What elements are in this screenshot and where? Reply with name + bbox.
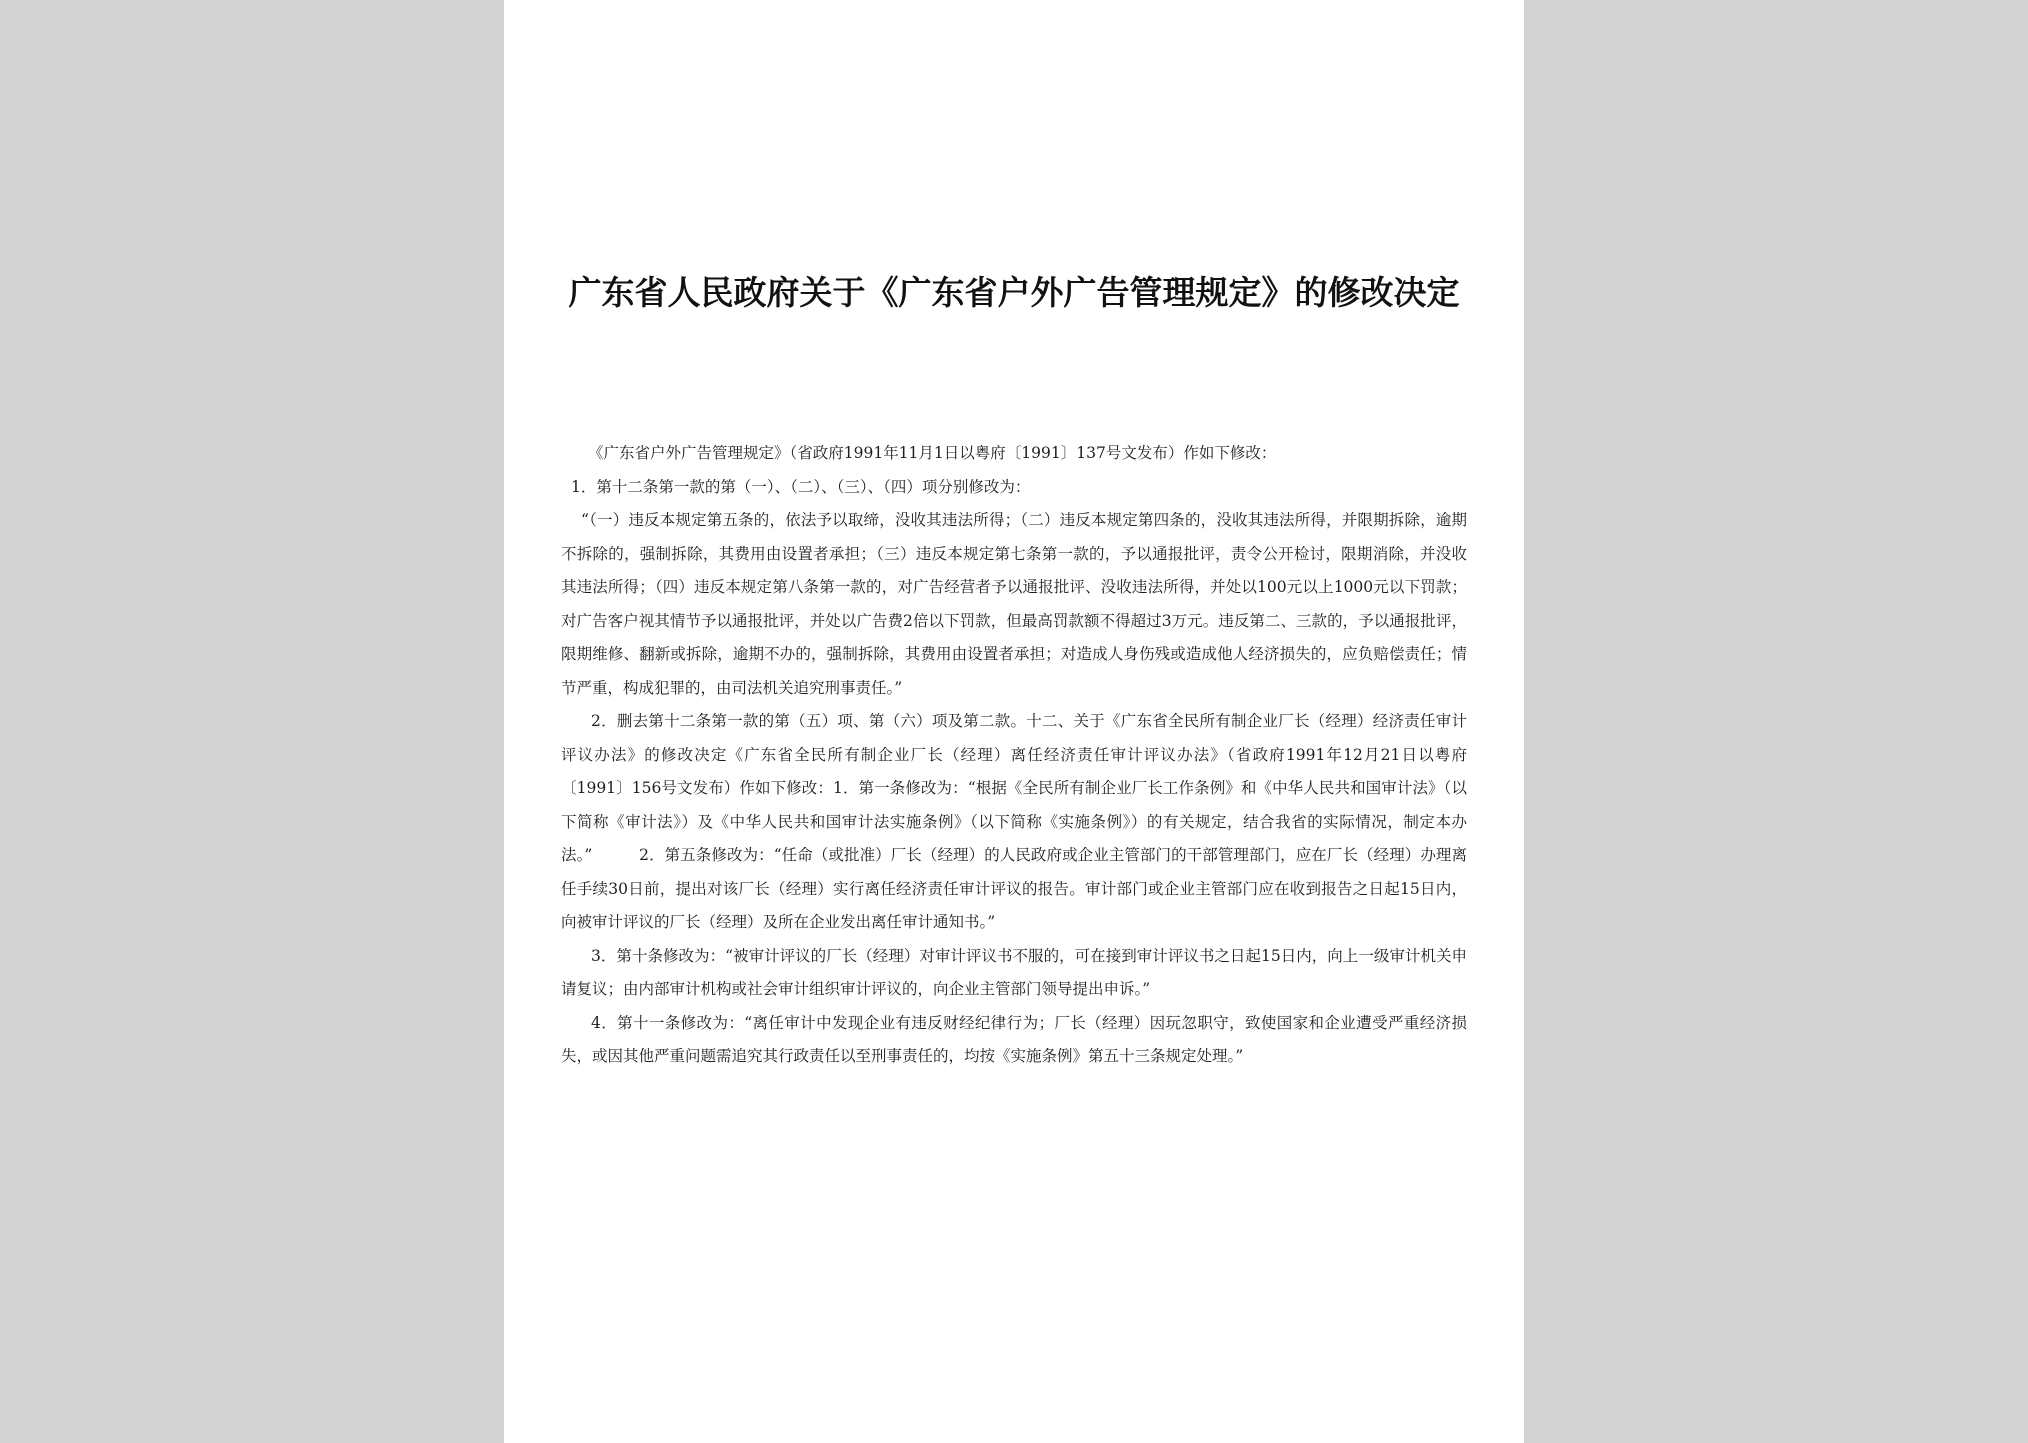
document-page — [504, 0, 1524, 1443]
paragraph-quote: “（一）违反本规定第五条的，依法予以取缔，没收其违法所得；（二）违反本规定第四条的，没收其违法所得，并限期拆除，逾期不拆除的，强制拆除，其费用由设置者承担；（三）违反本规定第七条第一款的，予以通报批评，责令公开检讨，限期消除，并没收其违法所得；（四）违反本规定第八条第一款的，对广告经营者予以通报批评、没收违法所得，并处以100元以上1000元以下罚款；对广告客户视其情节予以通报批评，并处以广告费2倍以下罚款，但最高罚款额不得超过3万元。违反第二、三款的，予以通报批评，限期维修、翻新或拆除，逾期不办的，强制拆除，其费用由设置者承担；对造成人身伤残或造成他人经济损失的，应负赔偿责任；情节严重，构成犯罪的，由司法机关追究刑事责任。” — [561, 511, 1467, 697]
paragraph-intro: 《广东省户外广告管理规定》（省政府1991年11月1日以粤府〔1991〕137号文发布）作如下修改： — [588, 444, 1277, 462]
paragraph-item-2: 2．删去第十二条第一款的第（五）项、第（六）项及第二款。十二、关于《广东省全民所有制企业厂长（经理）经济责任审计评议办法》的修改决定《广东省全民所有制企业厂长（经理）离任经济责任审计评议办法》（省政府1991年12月21日以粤府〔1991〕156号文发布）作如下修改：1．第一条修改为：“根据《全民所有制企业厂长工作条例》和《中华人民共和国审计法》（以下简称《审计法》）及《中华人民共和国审计法实施条例》（以下简称《实施条例》）的有关规定，结合我省的实际情况，制定本办法。” 2．第五条修改为：“任命（或批准）厂长（经理）的人民政府或企业主管部门的干部管理部门，应在厂长（经理）办理离任手续30日前，提出对该厂长（经理）实行离任经济责任审计评议的报告。审计部门或企业主管部门应在收到报告之日起15日内，向被审计评议的厂长（经理）及所在企业发出离任审计通知书。” — [561, 712, 1467, 931]
paragraph-item-3: 3．第十条修改为：“被审计评议的厂长（经理）对审计评议书不服的，可在接到审计评议书之日起15日内，向上一级审计机关申请复议；由内部审计机构或社会审计组织审计评议的，向企业主管部门领导提出申诉。” — [561, 946, 1467, 998]
paragraph-item-1: 1．第十二条第一款的第（一）、（二）、（三）、（四）项分别修改为： — [571, 477, 1031, 496]
document-body — [561, 437, 1467, 1074]
paragraph-item-4: 4．第十一条修改为：“离任审计中发现企业有违反财经纪律行为；厂长（经理）因玩忽职守，致使国家和企业遭受严重经济损失，或因其他严重问题需追究其行政责任以至刑事责任的，均按《实施条例》第五十三条规定处理。” — [561, 1013, 1467, 1065]
page-title: 广东省人民政府关于《广东省户外广告管理规定》的修改决定 — [568, 273, 1460, 312]
